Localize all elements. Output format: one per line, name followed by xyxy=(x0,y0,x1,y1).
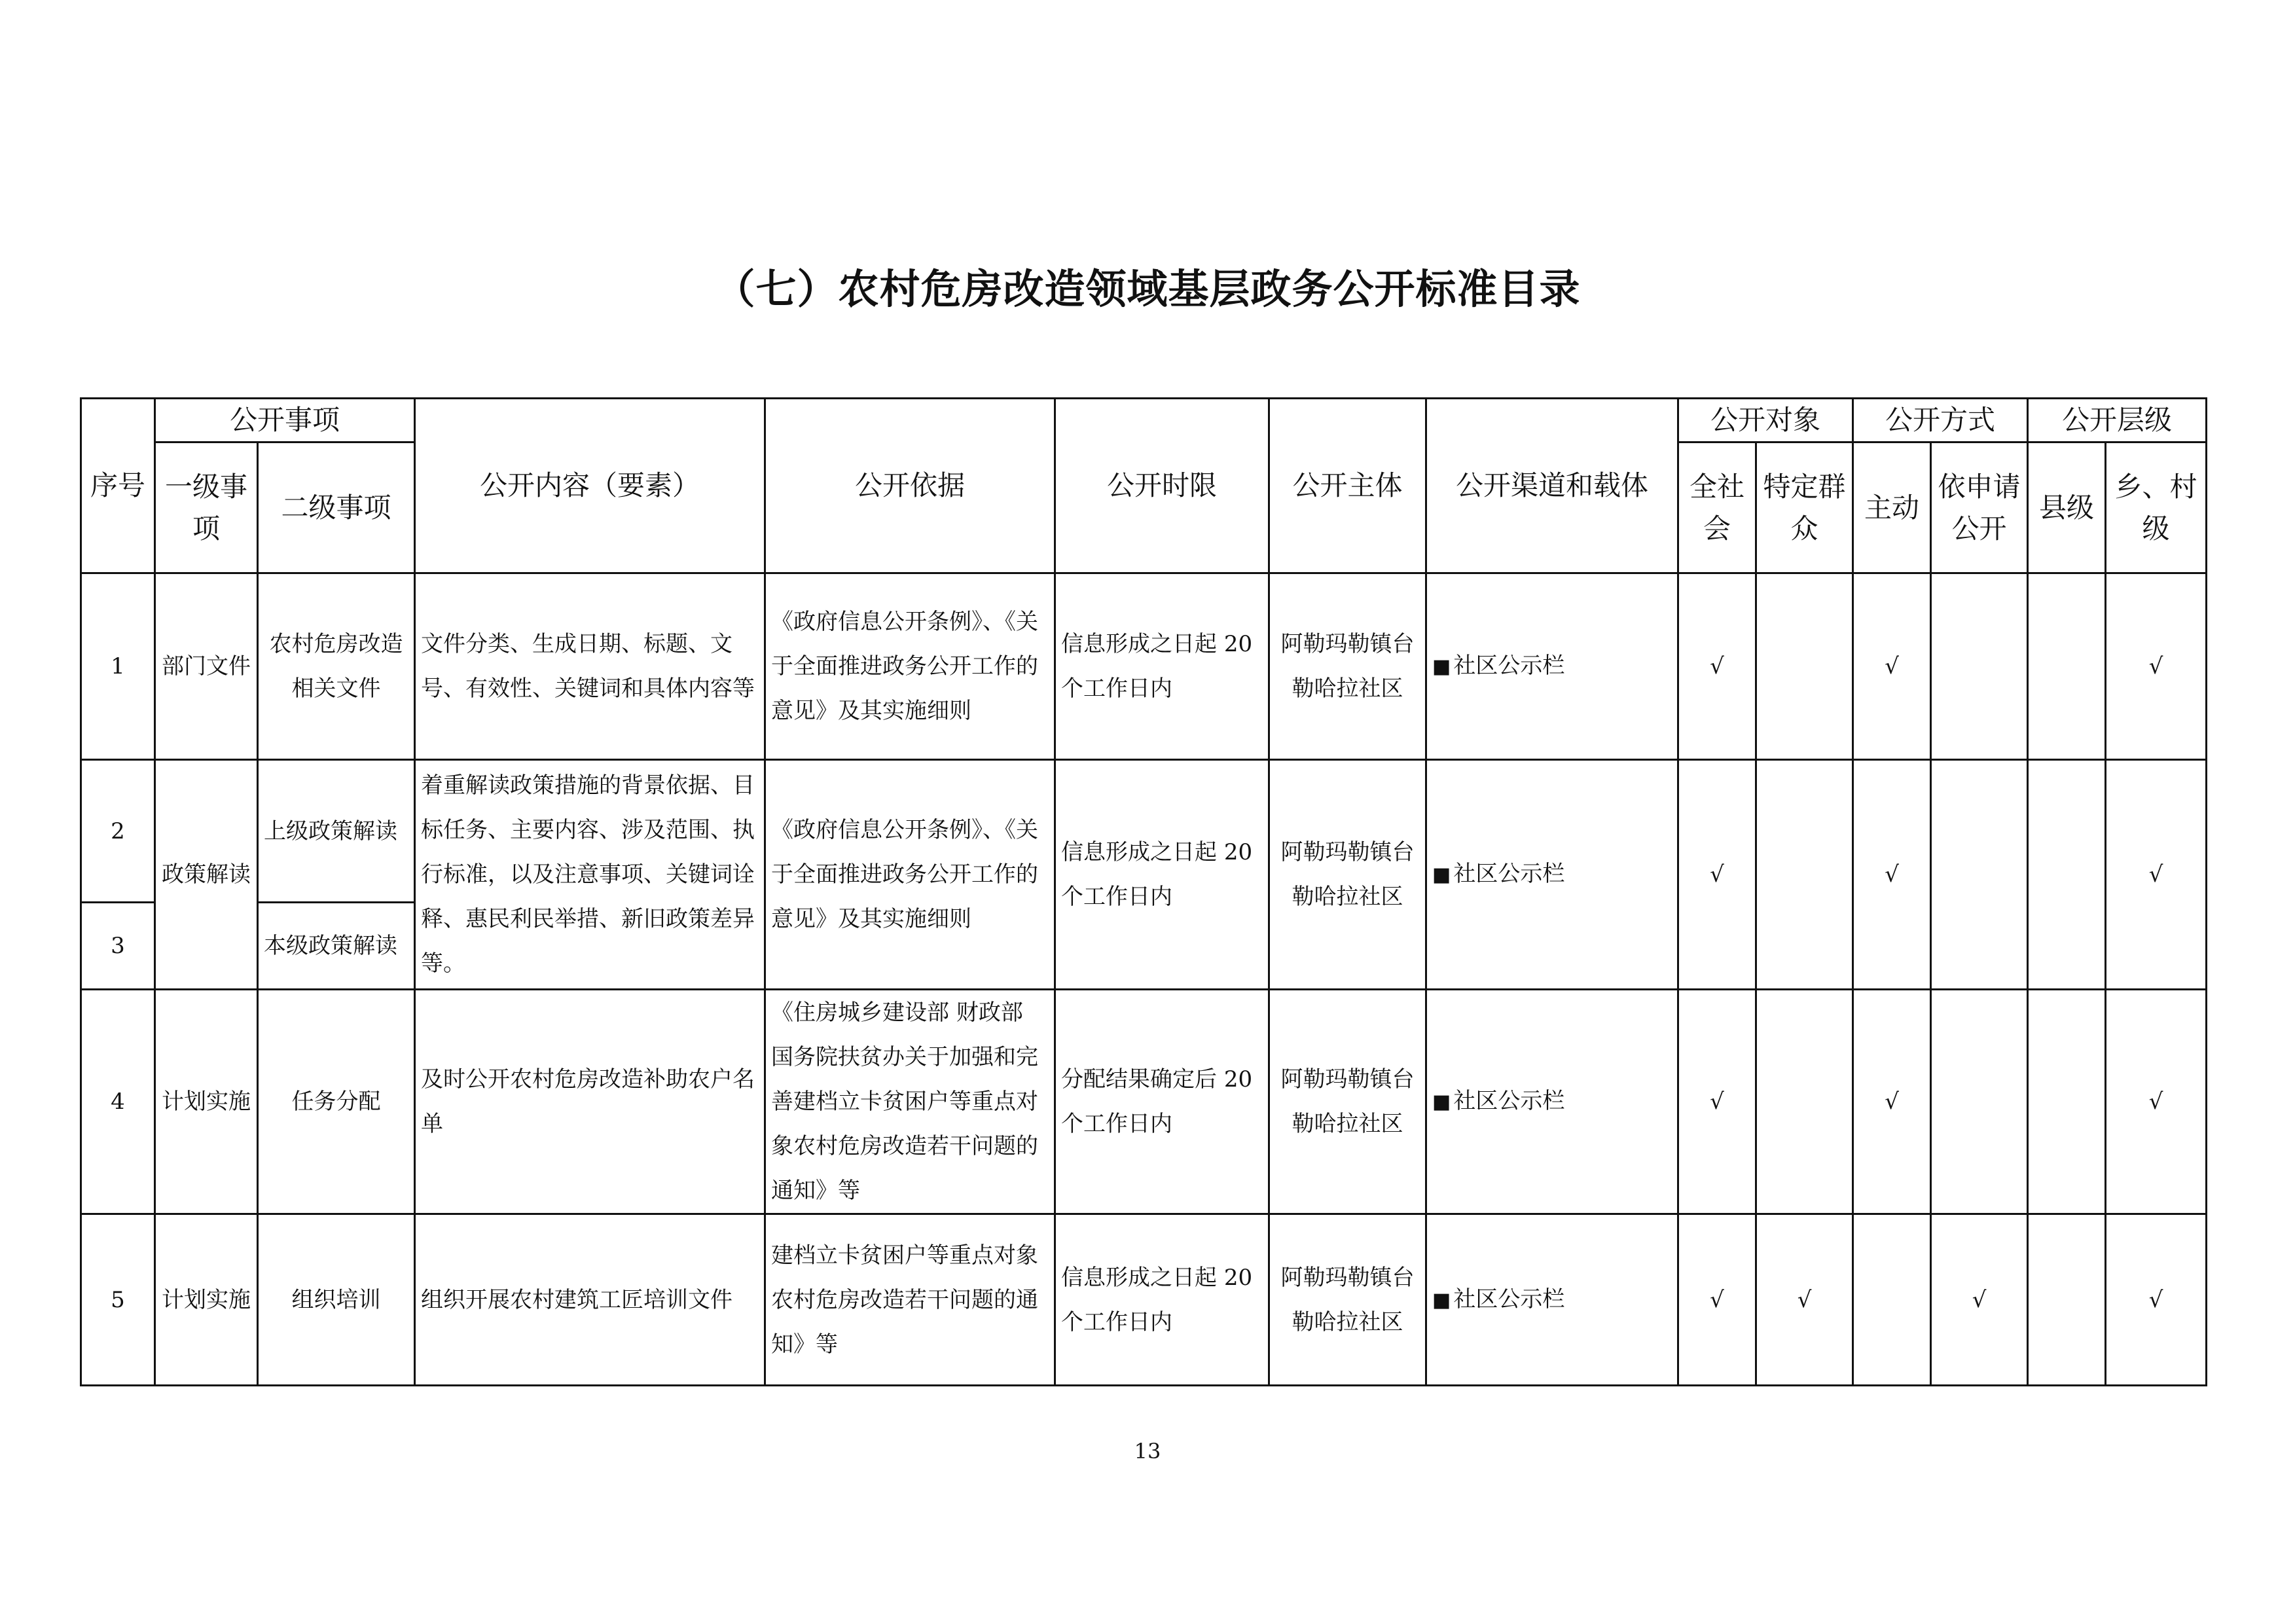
row-level2: 上级政策解读 xyxy=(258,760,415,903)
row-level-county xyxy=(2028,573,2106,760)
row-channel-label: 社区公示栏 xyxy=(1453,1286,1565,1312)
row-subject: 阿勒玛勒镇台勒哈拉社区 xyxy=(1269,990,1426,1214)
header-method-active: 主动 xyxy=(1853,442,1931,573)
header-time-limit: 公开时限 xyxy=(1055,399,1269,573)
table-row xyxy=(81,760,2207,903)
page-number: 13 xyxy=(1134,1439,1161,1464)
page-title: （七）农村危房改造领域基层政务公开标准目录 xyxy=(714,265,1581,313)
header-channel: 公开渠道和载体 xyxy=(1426,399,1678,573)
row-seq: 2 xyxy=(81,760,155,903)
header-items-group: 公开事项 xyxy=(155,399,415,442)
row-subject: 阿勒玛勒镇台勒哈拉社区 xyxy=(1269,573,1426,760)
table-row xyxy=(81,990,2207,1214)
row-time-limit: 分配结果确定后 20 个工作日内 xyxy=(1055,990,1269,1214)
row-basis: 《政府信息公开条例》、《关于全面推进政务公开工作的意见》及其实施细则 xyxy=(765,760,1055,990)
row-target-all: √ xyxy=(1678,1214,1756,1386)
row-method-request xyxy=(1931,573,2028,760)
row-level1: 部门文件 xyxy=(155,573,258,760)
row-target-all: √ xyxy=(1678,573,1756,760)
row-target-specific xyxy=(1756,760,1853,990)
row-target-all: √ xyxy=(1678,990,1756,1214)
row-seq: 3 xyxy=(81,903,155,990)
header-subject: 公开主体 xyxy=(1269,399,1426,573)
row-basis: 《政府信息公开条例》、《关于全面推进政务公开工作的意见》及其实施细则 xyxy=(765,573,1055,760)
header-content: 公开内容（要素） xyxy=(415,399,765,573)
row-level-town: √ xyxy=(2106,1214,2207,1386)
row-method-active: √ xyxy=(1853,760,1931,990)
row-channel-label: 社区公示栏 xyxy=(1453,861,1565,887)
row-channel-label: 社区公示栏 xyxy=(1453,653,1565,679)
header-seq: 序号 xyxy=(81,399,155,573)
header-level2: 二级事项 xyxy=(258,442,415,573)
row-channel xyxy=(1426,760,1678,990)
square-bullet-icon: ■ xyxy=(1432,1091,1451,1113)
row-level2: 任务分配 xyxy=(258,990,415,1214)
table-header xyxy=(81,399,2207,573)
row-level-county xyxy=(2028,990,2106,1214)
square-bullet-icon: ■ xyxy=(1432,863,1451,886)
row-level1: 政策解读 xyxy=(155,760,258,990)
header-level-county: 县级 xyxy=(2028,442,2106,573)
row-method-active: √ xyxy=(1853,573,1931,760)
catalog-table xyxy=(80,397,2207,1386)
row-target-specific xyxy=(1756,573,1853,760)
row-seq: 1 xyxy=(81,573,155,760)
row-seq: 5 xyxy=(81,1214,155,1386)
row-level-town: √ xyxy=(2106,990,2207,1214)
row-time-limit: 信息形成之日起 20 个工作日内 xyxy=(1055,1214,1269,1386)
square-bullet-icon: ■ xyxy=(1432,1288,1451,1312)
header-target-specific: 特定群众 xyxy=(1756,442,1853,573)
row-level2: 本级政策解读 xyxy=(258,903,415,990)
row-method-request: √ xyxy=(1931,1214,2028,1386)
row-level-town: √ xyxy=(2106,760,2207,990)
row-level2: 组织培训 xyxy=(258,1214,415,1386)
header-method-group: 公开方式 xyxy=(1853,399,2028,442)
row-content: 着重解读政策措施的背景依据、目标任务、主要内容、涉及范围、执行标准，以及注意事项、关键词诠释、惠民利民举措、新旧政策差异等。 xyxy=(415,760,765,990)
row-subject: 阿勒玛勒镇台勒哈拉社区 xyxy=(1269,1214,1426,1386)
row-basis: 《住房城乡建设部 财政部 国务院扶贫办关于加强和完善建档立卡贫困户等重点对象农村危房改造若干问题的通知》等 xyxy=(765,990,1055,1214)
row-basis: 建档立卡贫困户等重点对象农村危房改造若干问题的通知》等 xyxy=(765,1214,1055,1386)
row-method-active: √ xyxy=(1853,990,1931,1214)
row-subject: 阿勒玛勒镇台勒哈拉社区 xyxy=(1269,760,1426,990)
row-content: 文件分类、生成日期、标题、文号、有效性、关键词和具体内容等 xyxy=(415,573,765,760)
header-level-group: 公开层级 xyxy=(2028,399,2207,442)
row-channel xyxy=(1426,1214,1678,1386)
row-seq: 4 xyxy=(81,990,155,1214)
row-method-request xyxy=(1931,990,2028,1214)
header-method-request: 依申请公开 xyxy=(1931,442,2028,573)
row-level-county xyxy=(2028,1214,2106,1386)
square-bullet-icon: ■ xyxy=(1432,655,1451,678)
row-content: 组织开展农村建筑工匠培训文件 xyxy=(415,1214,765,1386)
row-level1: 计划实施 xyxy=(155,1214,258,1386)
table-row xyxy=(81,1214,2207,1386)
row-channel-label: 社区公示栏 xyxy=(1453,1088,1565,1114)
row-channel xyxy=(1426,573,1678,760)
header-target-group: 公开对象 xyxy=(1678,399,1853,442)
header-basis: 公开依据 xyxy=(765,399,1055,573)
row-method-request xyxy=(1931,760,2028,990)
row-channel xyxy=(1426,990,1678,1214)
row-content: 及时公开农村危房改造补助农户名单 xyxy=(415,990,765,1214)
row-time-limit: 信息形成之日起 20 个工作日内 xyxy=(1055,573,1269,760)
table-row xyxy=(81,573,2207,760)
row-time-limit: 信息形成之日起 20 个工作日内 xyxy=(1055,760,1269,990)
row-level-county xyxy=(2028,760,2106,990)
row-target-all: √ xyxy=(1678,760,1756,990)
row-level-town: √ xyxy=(2106,573,2207,760)
header-level-town: 乡、村级 xyxy=(2106,442,2207,573)
row-level1: 计划实施 xyxy=(155,990,258,1214)
table-body xyxy=(81,573,2207,1386)
row-target-specific xyxy=(1756,990,1853,1214)
row-method-active xyxy=(1853,1214,1931,1386)
row-level2: 农村危房改造相关文件 xyxy=(258,573,415,760)
header-target-all: 全社会 xyxy=(1678,442,1756,573)
header-level1: 一级事项 xyxy=(155,442,258,573)
row-target-specific: √ xyxy=(1756,1214,1853,1386)
